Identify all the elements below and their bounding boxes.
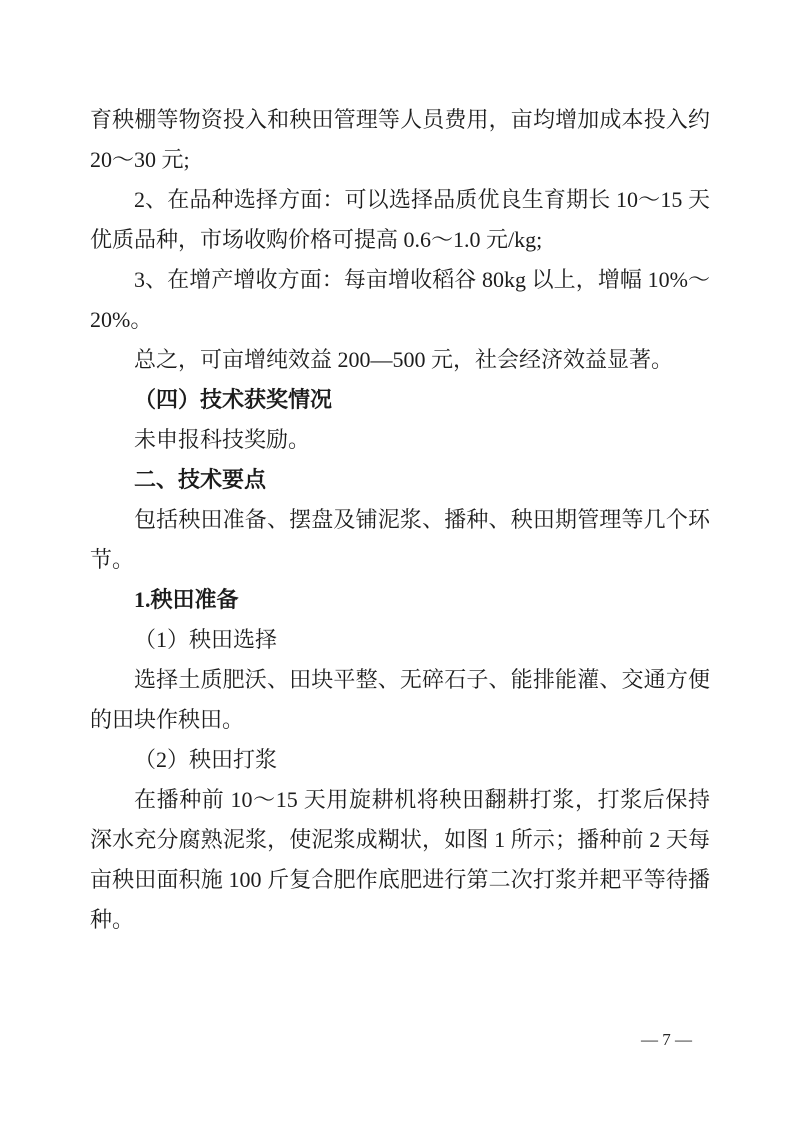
subheading-seedbed-puddling: （2）秧田打浆 <box>134 747 278 772</box>
subheading-seedbed-selection: （1）秧田选择 <box>134 627 278 652</box>
body-line: 包括秧田准备、摆盘及铺泥浆、播种、秧田期管理等几个环 <box>134 507 710 532</box>
body-line: 的田块作秧田。 <box>90 707 245 732</box>
body-line: 优质品种，市场收购价格可提高 0.6～1.0 元/kg; <box>90 227 543 252</box>
body-line: 3、在增产增收方面：每亩增收稻谷 80kg 以上，增幅 10%～ <box>134 267 710 292</box>
body-line: 未申报科技奖励。 <box>134 427 311 452</box>
body-line: 亩秧田面积施 100 斤复合肥作底肥进行第二次打浆并耙平等待播 <box>90 867 710 892</box>
document-body <box>90 100 710 940</box>
heading-seedbed-preparation: 1.秧田准备 <box>134 587 239 612</box>
body-line: 种。 <box>90 907 135 932</box>
body-line: 20%。 <box>90 307 153 332</box>
body-line: 总之，可亩增纯效益 200—500 元，社会经济效益显著。 <box>134 347 674 372</box>
body-line: 选择土质肥沃、田块平整、无碎石子、能排能灌、交通方便 <box>134 667 710 692</box>
body-line: 在播种前 10～15 天用旋耕机将秧田翻耕打浆，打浆后保持 <box>134 787 710 812</box>
body-line: 2、在品种选择方面：可以选择品质优良生育期长 10～15 天 <box>134 187 710 212</box>
body-line: 20～30 元; <box>90 147 190 172</box>
body-line: 深水充分腐熟泥浆，使泥浆成糊状，如图 1 所示；播种前 2 天每 <box>90 827 710 852</box>
heading-section-4-awards: （四）技术获奖情况 <box>134 387 333 412</box>
heading-technical-points: 二、技术要点 <box>134 467 267 492</box>
page-number: — 7 — <box>641 1030 692 1049</box>
body-line: 节。 <box>90 547 135 572</box>
body-line: 育秧棚等物资投入和秧田管理等人员费用，亩均增加成本投入约 <box>90 107 710 132</box>
